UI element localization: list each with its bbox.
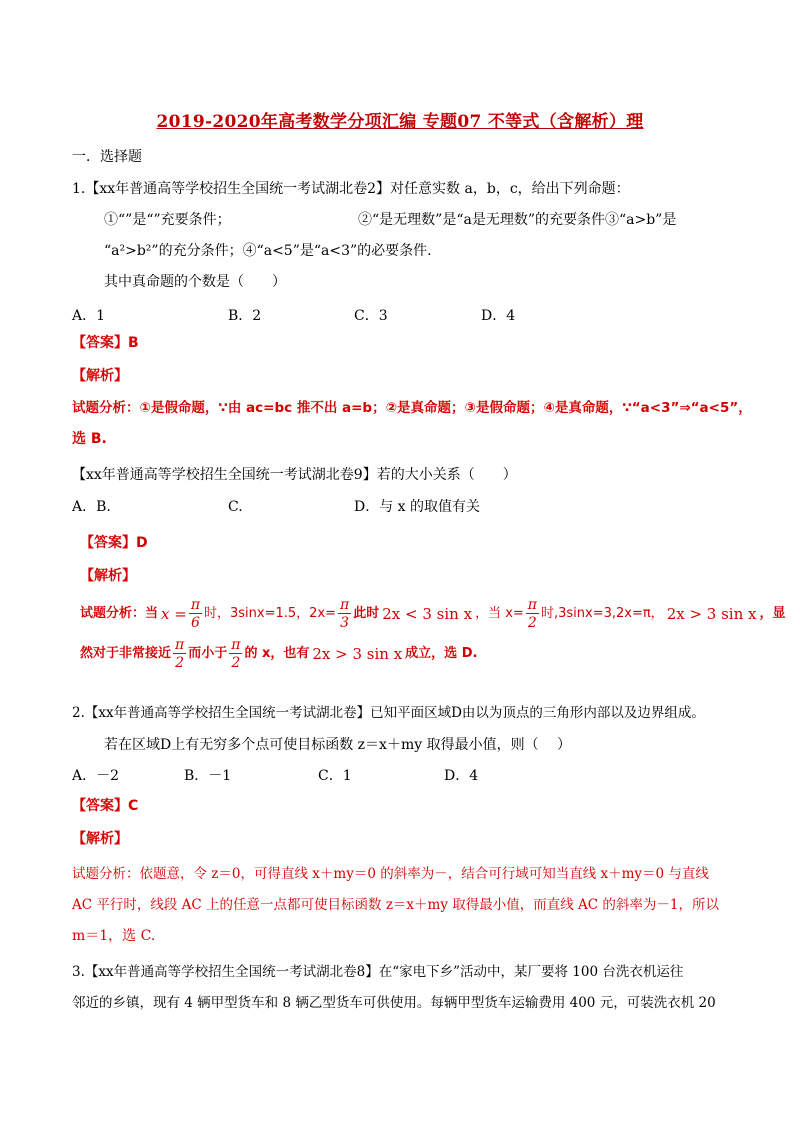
- q1b-option-c: C.: [228, 499, 243, 515]
- q1b-a1-fraction1: $\frac{\pi}{6}$: [190, 597, 201, 631]
- section-heading: 一．选择题: [72, 149, 142, 165]
- q1b-a2-text4: 成立，选 D.: [405, 646, 478, 661]
- q1b-a2-text2: 而小于: [188, 646, 228, 661]
- q1b-a1-math1: 2x < 3 sin x: [382, 605, 473, 623]
- q1b-option-d: D．与 x 的取值有关: [354, 499, 481, 515]
- q1-answer: 【答案】B: [72, 335, 139, 351]
- q1b-analysis-label: 【解析】: [80, 568, 136, 584]
- q1-analysis-line2: 选 B.: [72, 431, 107, 447]
- q2-analysis-line2: AC 平行时，线段 AC 上的任意一点都可使目标函数 z＝x＋my 取得最小值，而直线 AC 的斜率为－1，所以: [72, 897, 720, 913]
- q1-analysis-label: 【解析】: [72, 368, 128, 384]
- q3-stem-line1: 3.【xx年普通高等学校招生全国统一考试湖北卷8】在“家电下乡”活动中，某厂要将 100 台洗衣机运往: [72, 964, 684, 980]
- q1b-a1-text5: 时,3sinx=3,2x=π，: [540, 606, 664, 621]
- q1b-analysis-line1: [80, 598, 786, 630]
- q1-option-b: B．2: [228, 308, 262, 324]
- q1b-analysis-line2: [80, 638, 477, 670]
- q2-stem-line2: 若在区域D上有无穷多个点可使目标函数 z＝x＋my 取得最小值，则（ ）: [104, 737, 572, 753]
- q3-stem-line2: 邻近的乡镇，现有 4 辆甲型货车和 8 辆乙型货车可供使用。每辆甲型货车运输费用 400 元，可装洗衣机 20: [72, 995, 716, 1011]
- q1-analysis-line1: 试题分析：①是假命题，∵由 ac=bc 推不出 a=b；②是真命题；③是假命题；④是真命题，∵“a<3”⇒“a<5”，: [72, 400, 752, 416]
- q1b-a1-text2: 时，3sinx=1.5，2x=: [204, 606, 337, 621]
- q2-option-b: B．－1: [184, 768, 232, 784]
- q2-stem-line1: 2.【xx年普通高等学校招生全国统一考试湖北卷】已知平面区域D由以为顶点的三角形内部以及边界组成。: [72, 705, 705, 721]
- q1b-a2-fraction2: $\frac{\pi}{2}$: [231, 637, 241, 671]
- q1b-a1-text4: ，当 x=: [475, 606, 524, 621]
- q2-analysis-label: 【解析】: [72, 831, 128, 847]
- q2-analysis-line1: 试题分析：依题意，令 z＝0，可得直线 x＋my＝0 的斜率为－，结合可行域可知当直线 x＋my＝0 与直线: [72, 866, 709, 882]
- q2-answer: 【答案】C: [72, 798, 139, 814]
- q1b-answer: 【答案】D: [80, 535, 148, 551]
- q1b-a2-fraction1: $\frac{\pi}{2}$: [175, 637, 185, 671]
- q1b-a1-text3: 此时: [353, 606, 380, 621]
- q1-proposition-3-4: “a²>b²”的充分条件；④“a<5”是“a<3”的必要条件.: [104, 243, 432, 259]
- q2-option-d: D．4: [444, 768, 479, 784]
- page-title: 2019-2020年高考数学分项汇编 专题07 不等式（含解析）理: [156, 112, 644, 132]
- q1b-stem: 【xx年普通高等学校招生全国统一考试湖北卷9】若的大小关系（ ）: [72, 467, 517, 483]
- q1-stem: 1.【xx年普通高等学校招生全国统一考试湖北卷2】对任意实数 a，b，c，给出下列命题：: [72, 181, 630, 197]
- q1b-a1-math2: 2x > 3 sin x: [666, 605, 757, 623]
- q1b-option-a: A．B.: [72, 499, 111, 515]
- q2-option-c: C．1: [318, 768, 352, 784]
- q1b-a2-text3: 的 x，也有: [244, 646, 310, 661]
- q1b-a1-text6: ，显: [759, 606, 786, 621]
- q1-option-c: C．3: [354, 308, 388, 324]
- q1-proposition-2-3: ②“是无理数”是“a是无理数”的充要条件③“a>b”是: [358, 212, 677, 228]
- q1b-a1-fraction3: $\frac{\pi}{2}$: [527, 597, 537, 631]
- q1b-a2-text1: 然对于非常接近: [80, 646, 172, 661]
- q1-proposition-1: ①“”是“”充要条件；: [104, 212, 231, 228]
- q1-option-d: D．4: [481, 308, 516, 324]
- q2-option-a: A．－2: [72, 768, 120, 784]
- q1b-a2-math: 2x > 3 sin x: [312, 645, 403, 663]
- q1b-a1-x: x =: [161, 605, 187, 623]
- q2-analysis-line3: m＝1，选 C.: [72, 928, 156, 944]
- q1-option-a: A．1: [72, 308, 106, 324]
- q1b-a1-fraction2: $\frac{\pi}{3}$: [340, 597, 350, 631]
- q1b-a1-text1: 试题分析：当: [80, 606, 159, 621]
- q1-question: 其中真命题的个数是（ ）: [104, 274, 286, 290]
